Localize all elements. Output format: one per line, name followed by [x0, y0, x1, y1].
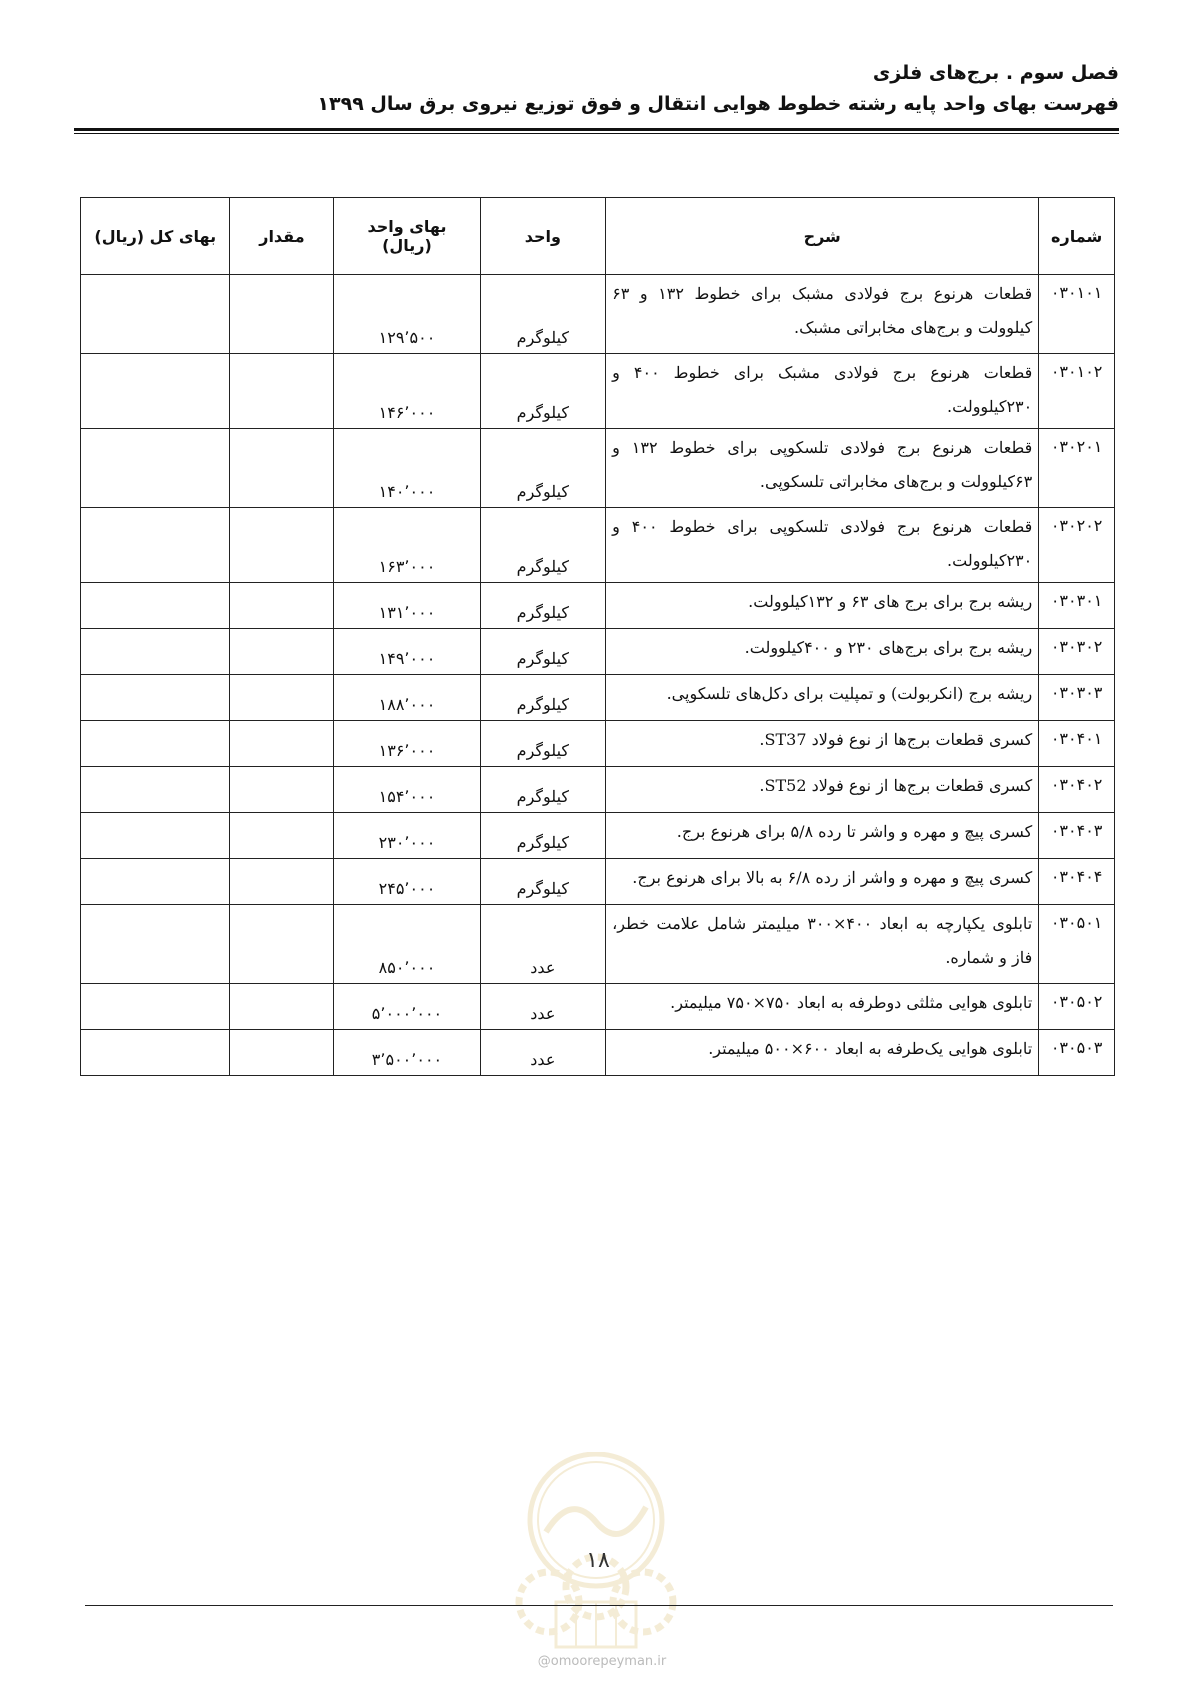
cell-code: ۰۳۰۲۰۱: [1039, 429, 1115, 508]
cell-quantity: [230, 1030, 334, 1076]
cell-unit-price: ۱۶۳٬۰۰۰: [334, 508, 480, 583]
column-header-unit: واحد: [480, 198, 606, 275]
column-header-quantity: مقدار: [230, 198, 334, 275]
cell-description: کسری پیچ و مهره و واشر از رده ۶/۸ به بالا برای هرنوع برج.: [606, 859, 1039, 905]
header-rule-thin: [74, 133, 1119, 134]
cell-quantity: [230, 905, 334, 984]
cell-code: ۰۳۰۵۰۱: [1039, 905, 1115, 984]
cell-quantity: [230, 813, 334, 859]
page-number: ۱۸: [586, 1548, 610, 1573]
watermark-site: @omoorepeyman.ir: [537, 1654, 667, 1669]
cell-unit-price: ۱۵۴٬۰۰۰: [334, 767, 480, 813]
cell-total-price: [81, 429, 230, 508]
table-row: [81, 859, 1115, 905]
column-header-description: شرح: [606, 198, 1039, 275]
cell-code: ۰۳۰۴۰۳: [1039, 813, 1115, 859]
column-header-total-price: بهای کل (ریال): [81, 198, 230, 275]
cell-description: کسری قطعات برج‌ها از نوع فولاد ST37.: [606, 721, 1039, 767]
cell-description: تابلوی یکپارچه به ابعاد ۴۰۰×۳۰۰ میلیمتر شامل علامت خطر، فاز و شماره.: [606, 905, 1039, 984]
cell-unit: کیلوگرم: [480, 859, 606, 905]
cell-unit: کیلوگرم: [480, 675, 606, 721]
cell-total-price: [81, 675, 230, 721]
cell-unit-price: ۱۴۶٬۰۰۰: [334, 354, 480, 429]
watermark-site-url: omoorepeyman.ir: [550, 1654, 667, 1669]
cell-description: قطعات هرنوع برج فولادی تلسکوپی برای خطوط ۱۳۲ و ۶۳کیلوولت و برج‌های مخابراتی تلسکوپی.: [606, 429, 1039, 508]
cell-unit-price: ۱۲۹٬۵۰۰: [334, 275, 480, 354]
cell-description: قطعات هرنوع برج فولادی مشبک برای خطوط ۴۰۰ و ۲۳۰کیلوولت.: [606, 354, 1039, 429]
cell-total-price: [81, 813, 230, 859]
table-row: [81, 583, 1115, 629]
table-row: [81, 767, 1115, 813]
cell-code: ۰۳۰۱۰۲: [1039, 354, 1115, 429]
cell-total-price: [81, 1030, 230, 1076]
cell-code: ۰۳۰۲۰۲: [1039, 508, 1115, 583]
cell-quantity: [230, 429, 334, 508]
cell-quantity: [230, 275, 334, 354]
table-row: [81, 429, 1115, 508]
table-row: [81, 354, 1115, 429]
cell-code: ۰۳۰۳۰۳: [1039, 675, 1115, 721]
page-header: [74, 58, 1119, 120]
table-row: [81, 1030, 1115, 1076]
cell-code: ۰۳۰۴۰۴: [1039, 859, 1115, 905]
cell-quantity: [230, 859, 334, 905]
cell-unit: کیلوگرم: [480, 354, 606, 429]
cell-unit: کیلوگرم: [480, 275, 606, 354]
cell-unit-price: ۱۴۰٬۰۰۰: [334, 429, 480, 508]
cell-quantity: [230, 583, 334, 629]
cell-description: ریشه برج برای برج‌های ۲۳۰ و ۴۰۰کیلوولت.: [606, 629, 1039, 675]
cell-unit: کیلوگرم: [480, 508, 606, 583]
column-header-code: شماره: [1039, 198, 1115, 275]
cell-code: ۰۳۰۳۰۱: [1039, 583, 1115, 629]
cell-description: کسری پیچ و مهره و واشر تا رده ۵/۸ برای هرنوع برج.: [606, 813, 1039, 859]
table-row: [81, 984, 1115, 1030]
cell-quantity: [230, 721, 334, 767]
cell-code: ۰۳۰۱۰۱: [1039, 275, 1115, 354]
cell-total-price: [81, 508, 230, 583]
column-header-unit-price: بهای واحد (ریال): [334, 198, 480, 275]
cell-total-price: [81, 721, 230, 767]
header-rule: [74, 128, 1119, 131]
cell-unit-price: ۱۳۶٬۰۰۰: [334, 721, 480, 767]
cell-unit: کیلوگرم: [480, 721, 606, 767]
cell-description: کسری قطعات برج‌ها از نوع فولاد ST52.: [606, 767, 1039, 813]
cell-unit-price: ۱۴۹٬۰۰۰: [334, 629, 480, 675]
cell-quantity: [230, 508, 334, 583]
cell-total-price: [81, 275, 230, 354]
cell-unit: کیلوگرم: [480, 583, 606, 629]
document-title: فهرست بهای واحد پایه رشته خطوط هوایی انتقال و فوق توزیع نیروی برق سال ۱۳۹۹: [317, 93, 1119, 115]
cell-unit: عدد: [480, 905, 606, 984]
table-row: [81, 721, 1115, 767]
cell-total-price: [81, 859, 230, 905]
cell-code: ۰۳۰۳۰۲: [1039, 629, 1115, 675]
cell-unit-price: ۳٬۵۰۰٬۰۰۰: [334, 1030, 480, 1076]
cell-quantity: [230, 767, 334, 813]
cell-code: ۰۳۰۵۰۳: [1039, 1030, 1115, 1076]
table-body: [81, 275, 1115, 1076]
footer-rule: [85, 1605, 1113, 1606]
cell-unit-price: ۲۴۵٬۰۰۰: [334, 859, 480, 905]
cell-code: ۰۳۰۴۰۱: [1039, 721, 1115, 767]
cell-unit-price: ۱۸۸٬۰۰۰: [334, 675, 480, 721]
table-row: [81, 905, 1115, 984]
cell-unit: عدد: [480, 984, 606, 1030]
cell-quantity: [230, 984, 334, 1030]
cell-unit-price: ۱۳۱٬۰۰۰: [334, 583, 480, 629]
table-row: [81, 675, 1115, 721]
cell-total-price: [81, 583, 230, 629]
table-row: [81, 508, 1115, 583]
cell-description: تابلوی هوایی مثلثی دوطرفه به ابعاد ۷۵۰×۷۵۰ میلیمتر.: [606, 984, 1039, 1030]
table-row: [81, 813, 1115, 859]
cell-total-price: [81, 354, 230, 429]
cell-unit-price: ۵٬۰۰۰٬۰۰۰: [334, 984, 480, 1030]
cell-unit: کیلوگرم: [480, 767, 606, 813]
cell-unit: کیلوگرم: [480, 429, 606, 508]
cell-total-price: [81, 629, 230, 675]
table-header-row: [81, 198, 1115, 275]
cell-code: ۰۳۰۵۰۲: [1039, 984, 1115, 1030]
cell-description: تابلوی هوایی یک‌طرفه به ابعاد ۶۰۰×۵۰۰ میلیمتر.: [606, 1030, 1039, 1076]
cell-unit: کیلوگرم: [480, 629, 606, 675]
cell-description: قطعات هرنوع برج فولادی تلسکوپی برای خطوط ۴۰۰ و ۲۳۰کیلوولت.: [606, 508, 1039, 583]
cell-quantity: [230, 354, 334, 429]
cell-description: ریشه برج (انکربولت) و تمپلیت برای دکل‌های تلسکوپی.: [606, 675, 1039, 721]
cell-unit-price: ۲۳۰٬۰۰۰: [334, 813, 480, 859]
cell-quantity: [230, 629, 334, 675]
cell-total-price: [81, 984, 230, 1030]
chapter-title: فصل سوم . برج‌های فلزی: [872, 62, 1119, 84]
cell-unit: عدد: [480, 1030, 606, 1076]
cell-unit: کیلوگرم: [480, 813, 606, 859]
table-row: [81, 275, 1115, 354]
cell-total-price: [81, 905, 230, 984]
cell-description: ریشه برج برای برج های ۶۳ و ۱۳۲کیلوولت.: [606, 583, 1039, 629]
table-row: [81, 629, 1115, 675]
cell-code: ۰۳۰۴۰۲: [1039, 767, 1115, 813]
cell-quantity: [230, 675, 334, 721]
price-table: [80, 197, 1115, 1076]
cell-unit-price: ۸۵۰٬۰۰۰: [334, 905, 480, 984]
cell-description: قطعات هرنوع برج فولادی مشبک برای خطوط ۱۳۲ و ۶۳ کیلوولت و برج‌های مخابراتی مشبک.: [606, 275, 1039, 354]
cell-total-price: [81, 767, 230, 813]
